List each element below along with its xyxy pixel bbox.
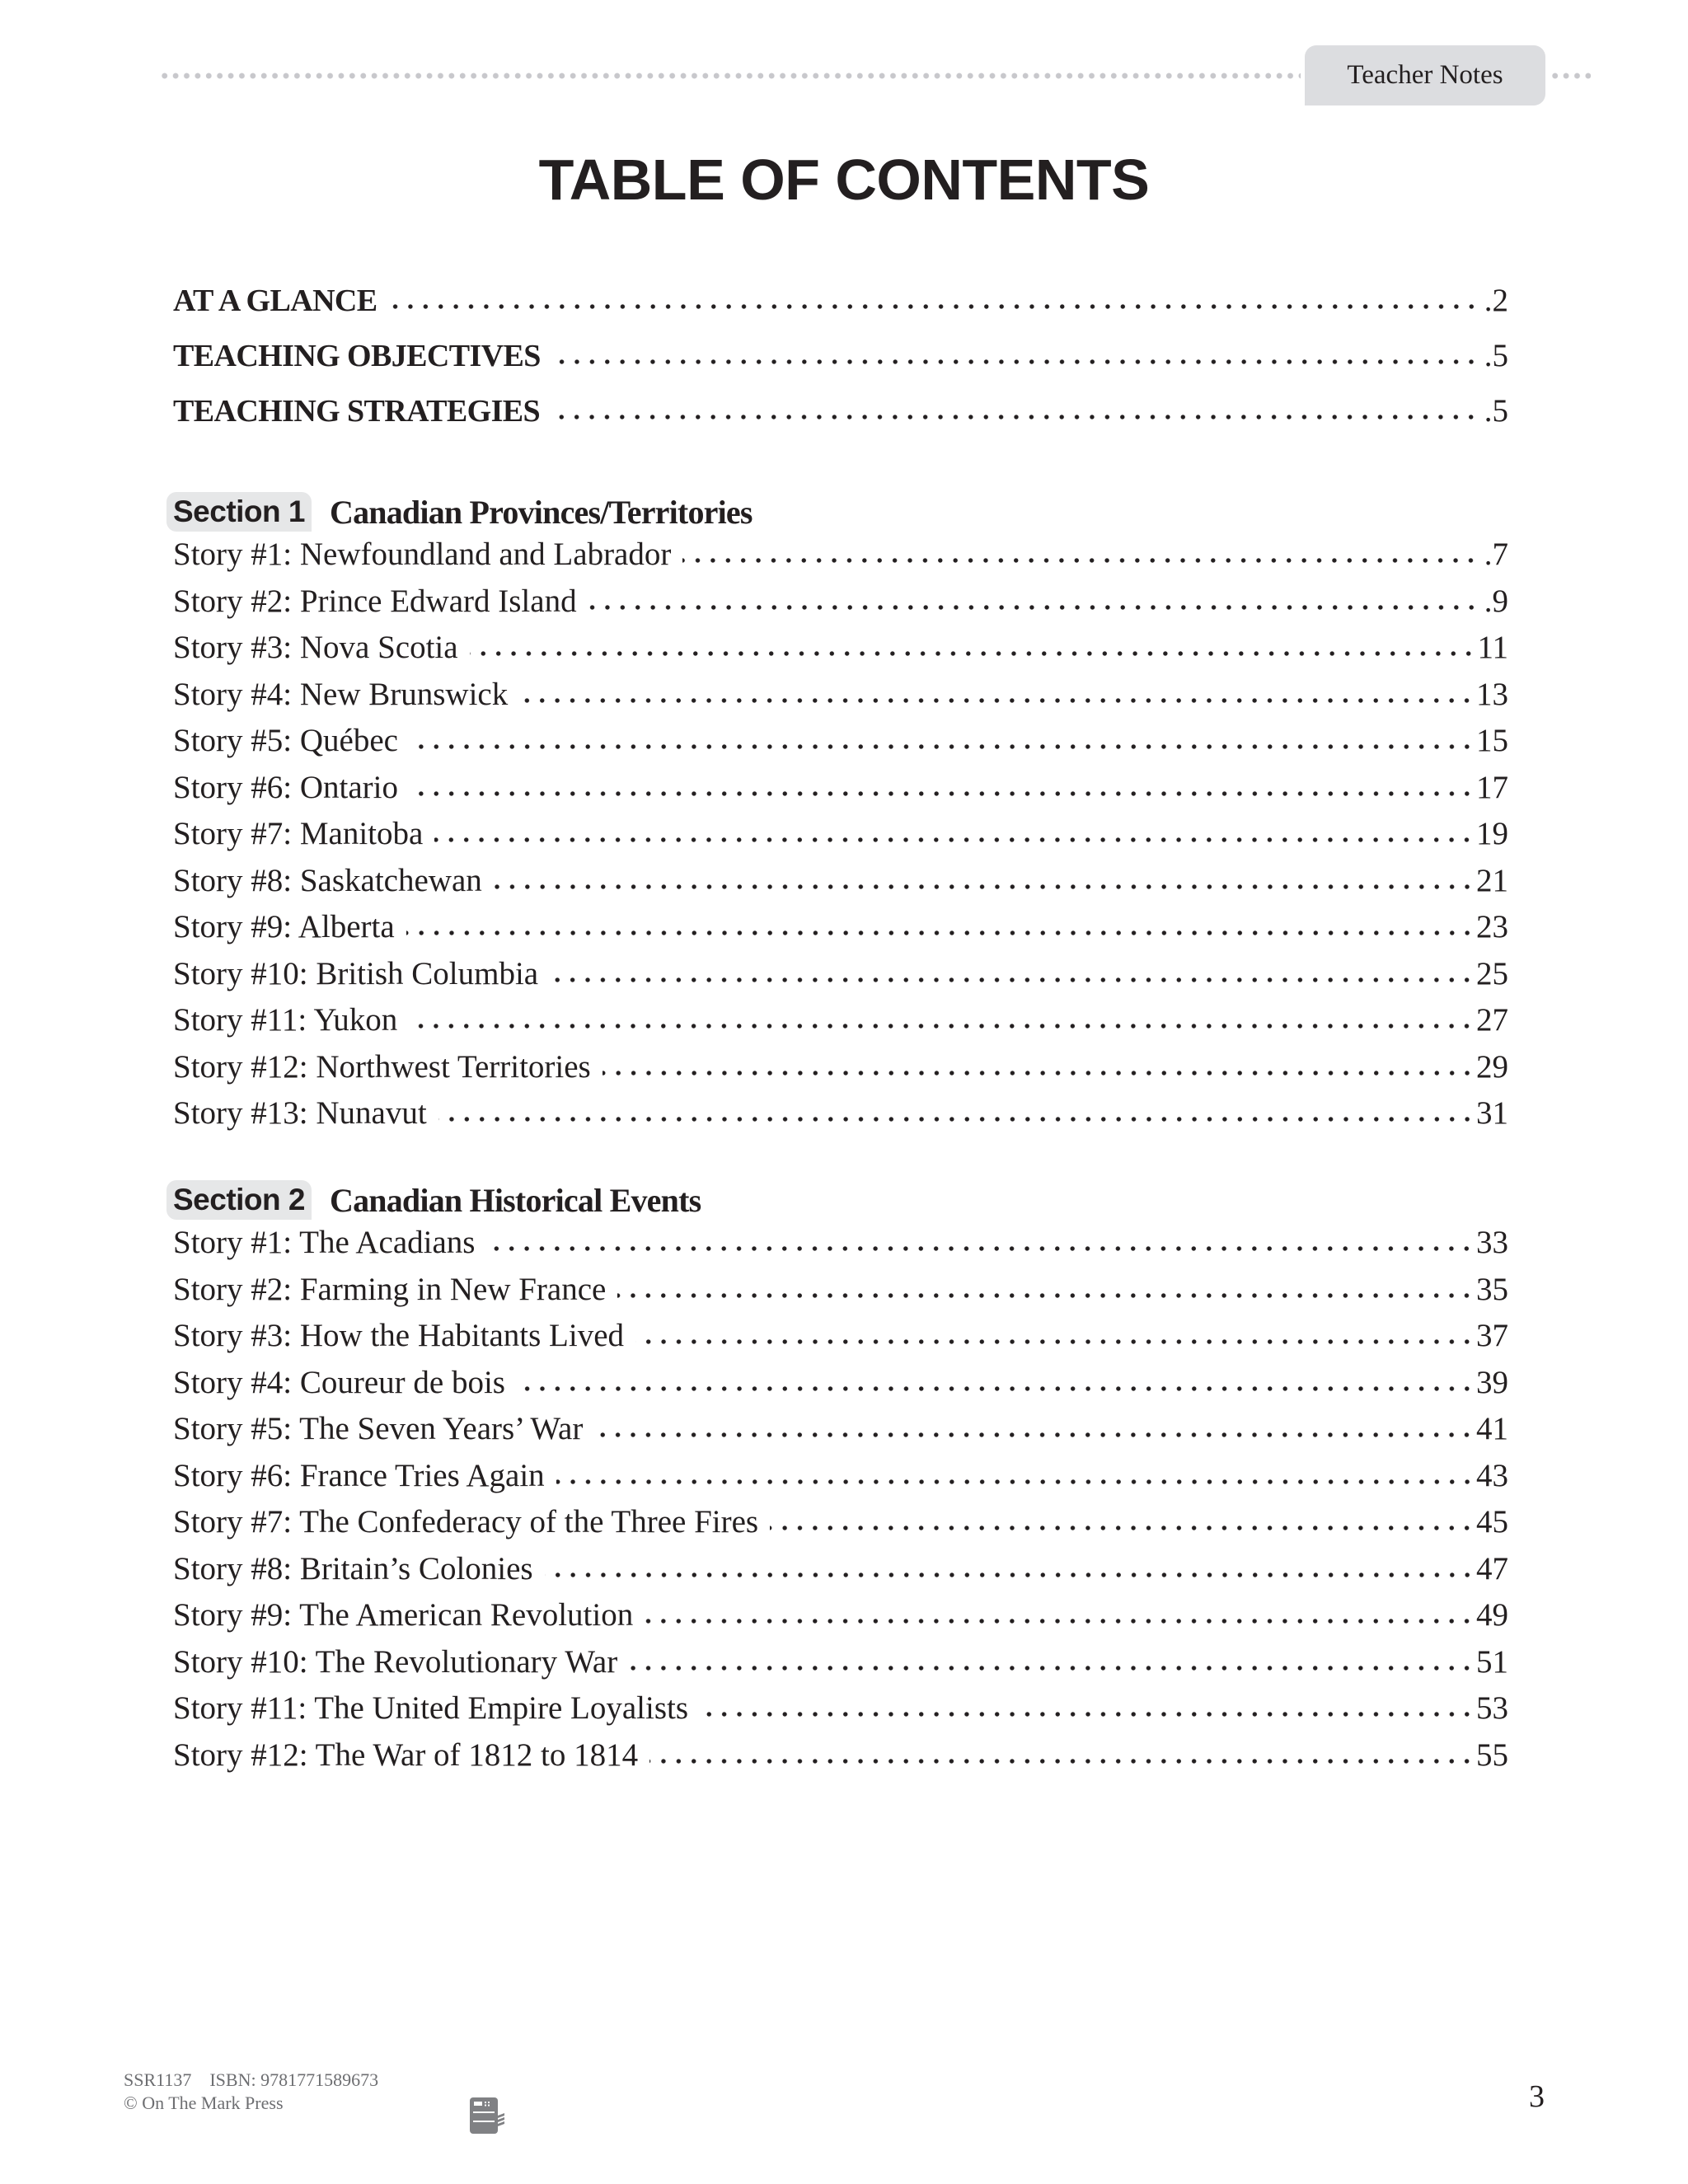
toc-entry-label: Story #8: Saskatchewan (173, 862, 482, 898)
toc-entry[interactable] (173, 629, 1508, 676)
dot-leader (629, 1665, 1475, 1671)
toc-entry-page: 45 (1476, 1504, 1508, 1540)
toc-entry-page: 31 (1476, 1095, 1508, 1131)
toc-entry-label: Story #12: Northwest Territories (173, 1048, 591, 1085)
teacher-notes-label: Teacher Notes (1347, 60, 1503, 90)
toc-entry-label: AT A GLANCE (173, 284, 377, 318)
toc-entry-label: Story #9: The American Revolution (173, 1597, 634, 1633)
toc-entry[interactable] (173, 955, 1508, 1002)
toc-section-2 (173, 1176, 1508, 1783)
toc-entry-label: Story #1: Newfoundland and Labrador (173, 537, 672, 572)
product-code: SSR1137 (124, 2069, 192, 2090)
toc-entry-page: 51 (1476, 1643, 1508, 1680)
toc-entry-label: Story #2: Prince Edward Island (173, 583, 577, 619)
toc-entry-label: Story #1: The Acadians (173, 1225, 476, 1260)
header-dotted-rule-right (1550, 73, 1591, 79)
dot-leader (494, 883, 1475, 890)
dot-leader (389, 303, 1479, 310)
toc-entry-page: 43 (1476, 1457, 1508, 1493)
toc-entry-label: Story #4: New Brunswick (173, 676, 509, 712)
toc-entry-label: TEACHING OBJECTIVES (173, 339, 541, 373)
toc-entry-label: Story #3: How the Habitants Lived (173, 1318, 625, 1353)
dot-leader (551, 414, 1479, 420)
toc-entry[interactable] (173, 1736, 1508, 1783)
toc-entry-page: .9 (1484, 583, 1508, 619)
section-badge: Section 1 (166, 492, 312, 532)
toc-entry[interactable] (173, 1048, 1508, 1095)
header-dotted-rule-left (159, 73, 1301, 79)
toc-entry[interactable] (173, 1271, 1508, 1318)
toc-entry-label: Story #8: Britain’s Colonies (173, 1550, 533, 1586)
toc-entry-label: Story #9: Alberta (173, 909, 395, 944)
dot-leader (770, 1525, 1475, 1531)
toc-entry-label: Story #11: Yukon (173, 1002, 398, 1038)
toc-entry-page: 41 (1476, 1411, 1508, 1446)
toc-entry-page: .7 (1484, 537, 1508, 572)
toc-entry[interactable] (173, 1457, 1508, 1504)
toc-entry-label: Story #5: Québec (173, 723, 398, 758)
dot-leader (645, 1618, 1475, 1624)
toc-entry[interactable] (173, 1503, 1508, 1550)
toc-entry[interactable] (173, 1001, 1508, 1048)
toc-entry-page: 15 (1476, 723, 1508, 758)
toc-entry-page: .5 (1484, 338, 1508, 373)
toc-entry[interactable] (173, 676, 1508, 723)
toc-entry-label: Story #13: Nunavut (173, 1095, 427, 1131)
toc-entry-page: 29 (1476, 1048, 1508, 1085)
toc-entry[interactable] (173, 392, 1508, 448)
page-title: TABLE OF CONTENTS (538, 148, 1150, 212)
dot-leader (552, 359, 1479, 365)
toc-entry[interactable] (173, 769, 1508, 816)
toc-entry-label: Story #4: Coureur de bois (173, 1364, 505, 1400)
toc-entry[interactable] (173, 536, 1508, 583)
toc-entry-label: Story #10: The Revolutionary War (173, 1643, 618, 1680)
toc-entry-page: 39 (1476, 1364, 1508, 1400)
dot-leader (594, 1432, 1475, 1438)
toc-entry[interactable] (173, 1690, 1508, 1736)
dot-leader (406, 930, 1475, 936)
toc-entry-page: 33 (1476, 1225, 1508, 1260)
dot-leader (519, 697, 1475, 704)
toc-entry-label: Story #7: The Confederacy of the Three Fires (173, 1504, 759, 1540)
toc-entry[interactable] (173, 1364, 1508, 1411)
toc-entry-label: Story #11: The United Empire Loyalists (173, 1690, 689, 1726)
toc-front-matter (173, 282, 1508, 448)
toc-entry[interactable] (173, 337, 1508, 392)
toc-entry[interactable] (173, 1643, 1508, 1690)
toc-entry[interactable] (173, 1410, 1508, 1457)
dot-leader (682, 557, 1479, 564)
dot-leader (649, 1758, 1475, 1765)
dot-leader (409, 1023, 1475, 1029)
toc-entry-page: 19 (1476, 816, 1508, 851)
dot-leader (470, 650, 1476, 657)
toc-entry-page: 55 (1476, 1736, 1508, 1773)
toc-entry-page: .5 (1484, 393, 1508, 429)
toc-entry-page: 27 (1476, 1002, 1508, 1038)
toc-entry[interactable] (173, 1094, 1508, 1141)
toc-entry-label: Story #5: The Seven Years’ War (173, 1411, 584, 1446)
dot-leader (617, 1292, 1475, 1299)
toc-entry-label: Story #3: Nova Scotia (173, 630, 458, 665)
dot-leader (410, 790, 1475, 797)
toc-entry[interactable] (173, 1596, 1508, 1643)
dot-leader (438, 1116, 1475, 1122)
toc-entry[interactable] (173, 722, 1508, 769)
toc-entry-page: 13 (1476, 676, 1508, 712)
toc-section-1 (173, 488, 1508, 1141)
toc-entry[interactable] (173, 815, 1508, 862)
section-heading (173, 1176, 1508, 1224)
toc-entry-label: Story #2: Farming in New France (173, 1271, 607, 1307)
toc-entry-label: Story #10: British Columbia (173, 955, 539, 991)
dot-leader (635, 1338, 1475, 1345)
toc-entry-label: Story #12: The War of 1812 to 1814 (173, 1736, 639, 1773)
toc-entry[interactable] (173, 862, 1508, 909)
toc-entry-label: TEACHING STRATEGIES (173, 394, 541, 429)
section-title: Canadian Historical Events (330, 1181, 701, 1219)
dot-leader (517, 1385, 1475, 1392)
photocopier-icon (470, 2097, 504, 2134)
toc-entry-page: 37 (1476, 1318, 1508, 1353)
isbn: ISBN: 9781771589673 (209, 2069, 379, 2090)
toc-entry-label: Story #6: France Tries Again (173, 1457, 545, 1493)
dot-leader (588, 604, 1479, 611)
copyright: © On The Mark Press (124, 2093, 284, 2113)
toc-entry-page: .2 (1484, 283, 1508, 318)
toc-entry-label: Story #6: Ontario (173, 769, 398, 805)
toc-entry-label: Story #7: Manitoba (173, 816, 424, 851)
dot-leader (545, 1572, 1475, 1578)
dot-leader (550, 977, 1475, 983)
dot-leader (556, 1479, 1475, 1485)
section-badge: Section 2 (166, 1180, 312, 1220)
toc-entry[interactable] (173, 1317, 1508, 1364)
toc-entry-page: 21 (1476, 862, 1508, 898)
toc-entry-page: 11 (1477, 630, 1508, 665)
dot-leader (603, 1070, 1475, 1076)
dot-leader (410, 743, 1475, 750)
toc-entry-page: 47 (1476, 1550, 1508, 1586)
toc-entry[interactable] (173, 282, 1508, 337)
dot-leader (700, 1711, 1475, 1718)
dot-leader (486, 1245, 1475, 1252)
toc-entry[interactable] (173, 583, 1508, 630)
toc-entry[interactable] (173, 908, 1508, 955)
section-heading (173, 488, 1508, 536)
toc-entry-page: 49 (1476, 1597, 1508, 1633)
toc-entry[interactable] (173, 1224, 1508, 1271)
toc-entry-page: 17 (1476, 769, 1508, 805)
page-number: 3 (1529, 2079, 1545, 2114)
dot-leader (434, 837, 1475, 843)
toc-entry-page: 53 (1476, 1690, 1508, 1726)
footer-publication-info (124, 2069, 378, 2115)
toc-entry[interactable] (173, 1550, 1508, 1597)
toc-entry-page: 25 (1476, 955, 1508, 991)
toc-entry-page: 35 (1476, 1271, 1508, 1307)
section-title: Canadian Provinces/Territories (330, 493, 753, 531)
toc-entry-page: 23 (1476, 909, 1508, 944)
teacher-notes-tab (1305, 45, 1545, 105)
